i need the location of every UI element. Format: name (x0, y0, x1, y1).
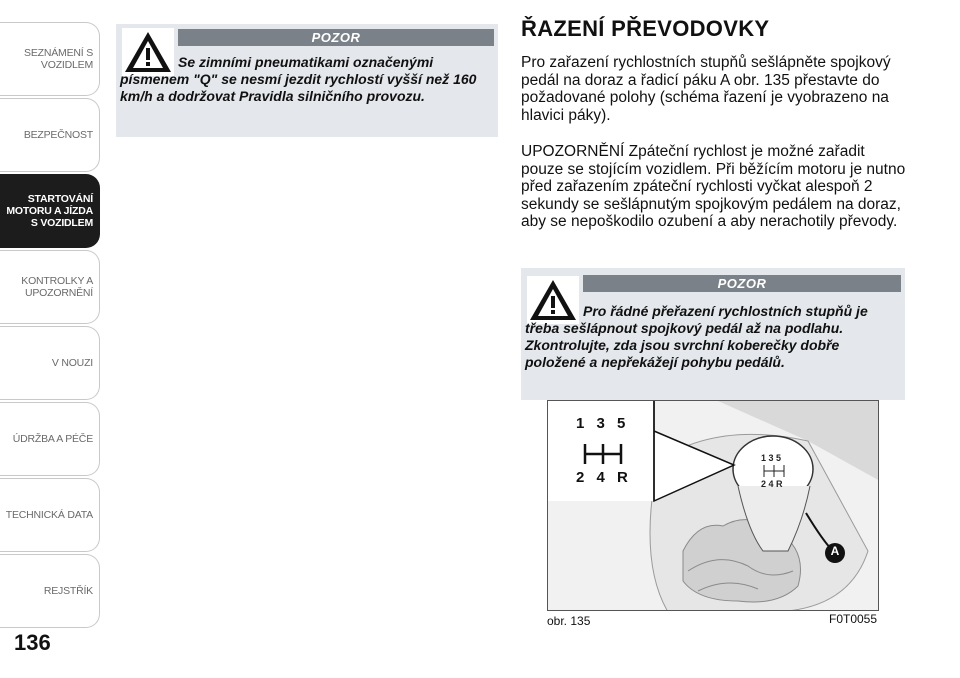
warning-text: Se zimními pneumatikami označenými písmenem "Q" se nesmí jezdit rychlostí vyšší než 160 km/h a dodržovat Pravidla silničního provozu. (120, 54, 477, 104)
warning-text: Pro řádné přeřazení rychlostních stupňů je třeba sešlápnout spojkový pedál až na podlahu. Zkontrolujte, zda jsou svrchní koberečky dobře položené a nepřekážejí pohybu pedálů. (525, 303, 868, 370)
warning-header: POZOR (178, 29, 494, 46)
callout-label-a: A (830, 544, 840, 558)
figure-caption: obr. 135 (547, 614, 591, 628)
svg-text:2 4 R: 2 4 R (761, 479, 783, 489)
tab-v-nouzi[interactable]: V NOUZI (0, 326, 100, 400)
tab-rejstrik[interactable]: REJSTŘÍK (0, 554, 100, 628)
tab-bezpecnost[interactable]: BEZPEČNOST (0, 98, 100, 172)
svg-text:1 3 5: 1 3 5 (761, 453, 782, 463)
tab-technicka-data[interactable]: TECHNICKÁ DATA (0, 478, 100, 552)
warning-box-clutch (521, 268, 905, 400)
figure-code: F0T0055 (829, 612, 878, 626)
warning-box-tires (116, 24, 498, 137)
page-number: 136 (14, 630, 51, 655)
gear-pattern-bottom: 2 4 R (576, 469, 632, 486)
tab-seznameni-s-vozidlem[interactable]: SEZNÁMENÍ S VOZIDLEM (0, 22, 100, 96)
section-title: ŘAZENÍ PŘEVODOVKY (521, 16, 770, 41)
paragraph-notice: UPOZORNĚNÍ Zpáteční rychlost je možné zařadit pouze se stojícím vozidlem. Při běžícím motoru je nutno před zařazením zpáteční rychlosti vyčkat alespoň 2 sekundy se sešlápnutým spojkovým pedálem na doraz, aby se nepoškodilo ozubení a aby nerachotily převody. (521, 143, 906, 230)
tab-udrzba-a-pece[interactable]: ÚDRŽBA A PÉČE (0, 402, 100, 476)
warning-header: POZOR (583, 275, 901, 292)
tab-startovani-motoru[interactable]: STARTOVÁNÍ MOTORU A JÍZDA S VOZIDLEM (0, 174, 100, 248)
paragraph-shifting: Pro zařazení rychlostních stupňů sešlápněte spojkový pedál na doraz a řadicí páku A obr. 135 přestavte do požadované polohy (schéma řazení je vyobrazeno na hlavici páky). (521, 54, 891, 124)
gear-lever-illustration (547, 400, 879, 611)
gear-pattern-top: 1 3 5 (576, 415, 630, 432)
gear-lever-drawing (548, 401, 879, 611)
tab-kontrolky-a-upozorneni[interactable]: KONTROLKY A UPOZORNĚNÍ (0, 250, 100, 324)
